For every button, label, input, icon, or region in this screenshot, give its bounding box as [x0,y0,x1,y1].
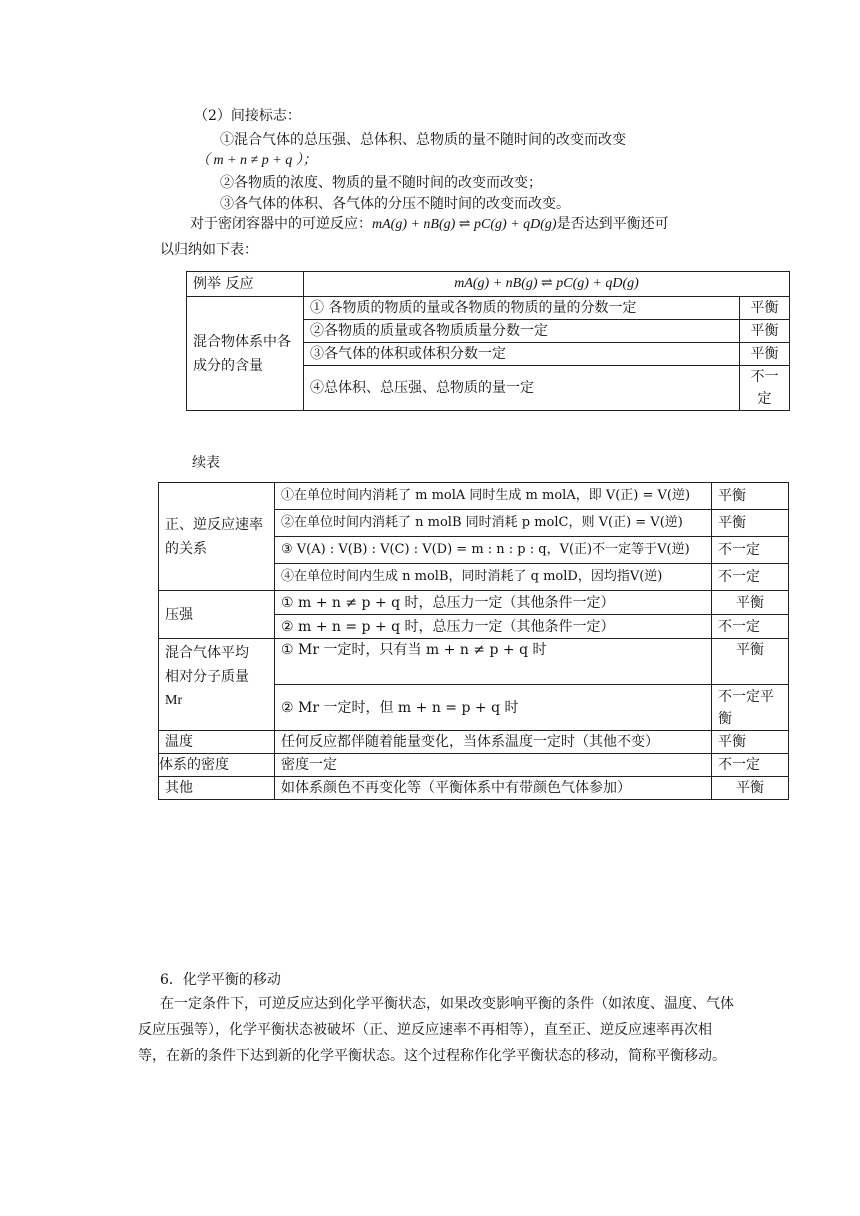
table-header-cell: 例举 反应 [187,272,304,297]
result-cell: 平衡 [740,320,790,343]
table-cell: ①在单位时间内消耗了 m molA 同时生成 m molA，即 V(正) = V(逆) [275,483,712,510]
table-header-equation: mA(g) + nB(g) ⇌ pC(g) + qD(g) [304,272,790,297]
table-row [159,639,789,685]
intro-suffix: 是否达到平衡还可 [556,216,669,232]
result-cell: 不一定 [712,754,789,777]
item-1-line-2: （ m + n ≠ p + q ）； [196,153,317,168]
result-cell: 平衡 [712,639,789,685]
group-label: 正、逆反应速率的关系 [159,483,275,591]
table-cell: 如体系颜色不再变化等（平衡体系中有带颜色气体参加） [275,777,712,800]
table-cell: ④在单位时间内生成 n molB，同时消耗了 q molD，因均指V(逆) [275,564,712,591]
result-cell: 平衡 [712,731,789,754]
item-2: ②各物质的浓度、物质的量不随时间的改变而改变； [220,175,542,191]
section-6-heading: 6．化学平衡的移动 [160,972,281,988]
table-cell: ① 各物质的物质的量或各物质的物质的量的分数一定 [304,297,740,320]
mr-group-label: 混合气体平均相对分子质量 [165,645,249,685]
table-row [187,297,790,320]
table-cell: ②各物质的质量或各物质质量分数一定 [304,320,740,343]
table-row [159,731,789,754]
equilibrium-table-2 [158,482,789,800]
result-cell: 不一定 [712,564,789,591]
table-cell: ② m + n = p + q 时，总压力一定（其他条件一定） [275,615,712,639]
intro-line-2: 以归纳如下表： [160,242,258,258]
group-label: 体系的密度 [159,754,275,777]
group-label: 其他 [159,777,275,800]
group-label: 混合物体系中各成分的含量 [187,297,304,411]
table-cell: ③各气体的体积或体积分数一定 [304,343,740,366]
item-3: ③各气体的体积、各气体的分压不随时间的改变而改变。 [220,196,570,212]
result-cell: 平衡 [740,297,790,320]
table-cell: ③ V(A) : V(B) : V(C) : V(D) = m : n : p : q，V(正)不一定等于V(逆) [275,537,712,564]
group-label [159,639,275,731]
result-cell: 不一定 [712,537,789,564]
table-row [187,272,790,297]
mr-symbol: Mr [165,693,183,708]
section-heading: （2）间接标志： [194,108,301,124]
result-cell: 平衡 [712,777,789,800]
group-label: 压强 [159,591,275,639]
table-cell: 任何反应都伴随着能量变化，当体系温度一定时（其他不变） [275,731,712,754]
result-cell: 不一定 [740,366,790,411]
table-cell: ① Mr 一定时，只有当 m + n ≠ p + q 时 [275,639,712,685]
intro-prefix: 对于密闭容器中的可逆反应： [190,216,372,232]
table-cell: ① m + n ≠ p + q 时，总压力一定（其他条件一定） [275,591,712,615]
result-cell: 不一定 [712,615,789,639]
result-cell: 不一定平衡 [712,685,789,731]
table-cell: 密度一定 [275,754,712,777]
group-label: 温度 [159,731,275,754]
table-row [159,754,789,777]
table-cell: ② Mr 一定时，但 m + n = p + q 时 [275,685,712,731]
table-row [159,591,789,615]
table-row [159,483,789,510]
equilibrium-table-1 [186,271,790,411]
continued-label: 续表 [192,455,220,471]
result-cell: 平衡 [740,343,790,366]
intro-line [190,214,669,235]
section-6-paragraph [138,991,736,1069]
paragraph-text: 在一定条件下，可逆反应达到化学平衡状态，如果改变影响平衡的条件（如浓度、温度、气体反应压强等），化学平衡状态被破坏（正、逆反应速率不再相等），直至正、逆反应速率再次相等，在新的条件下达到新的化学平衡状态。这个过程称作化学平衡状态的移动，简称平衡移动。 [138,996,734,1064]
table-row [159,777,789,800]
result-cell: 平衡 [712,591,789,615]
table-cell: ②在单位时间内消耗了 n molB 同时消耗 p molC，则 V(正) = V(逆) [275,510,712,537]
table-cell: ④总体积、总压强、总物质的量一定 [304,366,740,411]
result-cell: 平衡 [712,483,789,510]
item-1-line-1: ①混合气体的总压强、总体积、总物质的量不随时间的改变而改变 [220,132,626,148]
intro-equation: mA(g) + nB(g) ⇌ pC(g) + qD(g) [372,217,557,232]
result-cell: 平衡 [712,510,789,537]
